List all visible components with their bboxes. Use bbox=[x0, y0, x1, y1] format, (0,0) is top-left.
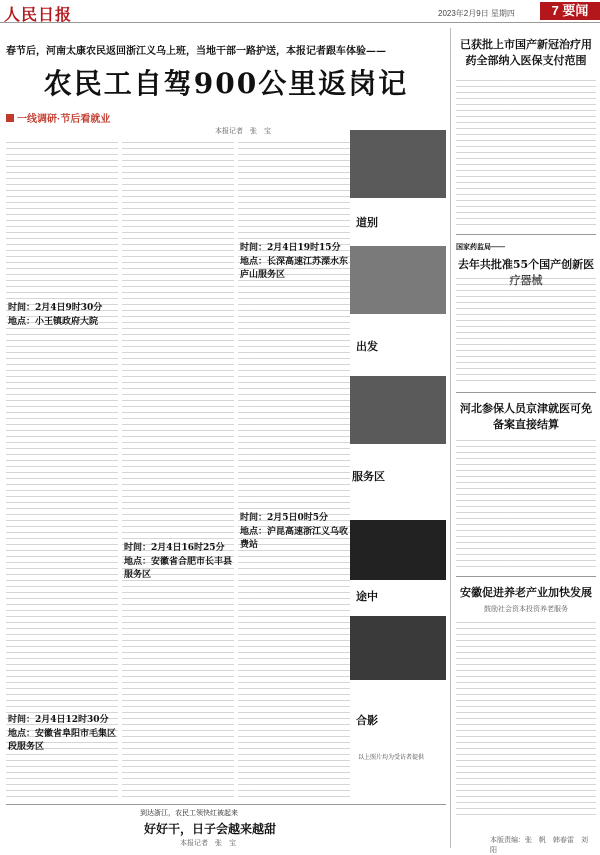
text-column-3 bbox=[238, 140, 350, 800]
bottom-kicker: 到达浙江，农民工领快红被起来 bbox=[140, 810, 238, 817]
photo-departure bbox=[350, 246, 446, 314]
newspaper-logo: 人民日报 bbox=[4, 5, 73, 24]
right-headline-3: 河北参保人员京津就医可免备案直接结算 bbox=[460, 402, 592, 431]
timeline-time-5: 时间：2月5日0时5分 bbox=[240, 513, 329, 523]
right-text-3 bbox=[456, 438, 596, 570]
right-kicker-2: 国家药监局—— bbox=[456, 244, 505, 251]
lead-headline: 农民工自驾900公里返岗记 bbox=[43, 67, 409, 100]
photo-label-departure: 出发 bbox=[356, 340, 378, 353]
rubric-text: 一线调研·节后看就业 bbox=[17, 114, 111, 125]
timeline-place-2: 地点：长深高速江苏溧水东庐山服务区 bbox=[240, 257, 349, 280]
issue-date: 2023年2月9日 星期四 bbox=[438, 9, 515, 18]
photo-label-group: 合影 bbox=[356, 714, 378, 727]
lead-kicker: 春节后，河南太康农民返回浙江义乌上班，当地干部一路护送，本报记者跟车体验—— bbox=[6, 46, 386, 57]
timeline-place-5: 地点：沪昆高速浙江义乌收费站 bbox=[240, 527, 349, 550]
right-divider-2 bbox=[456, 392, 596, 393]
right-headline-1: 已获批上市国产新冠治疗用药全部纳入医保支付范围 bbox=[460, 38, 592, 67]
photo-label-on-the-road: 途中 bbox=[356, 590, 378, 603]
bottom-byline: 本报记者 张 宝 bbox=[180, 840, 236, 847]
right-text-2 bbox=[456, 276, 596, 386]
bottom-headline: 好好干，日子会越来越甜 bbox=[143, 822, 276, 836]
bottom-divider bbox=[6, 804, 446, 805]
right-headline-2: 去年共批准55个国产创新医疗器械 bbox=[457, 258, 595, 287]
text-column-1 bbox=[6, 140, 118, 800]
right-text-4 bbox=[456, 620, 596, 820]
photo-label-service-area: 服务区 bbox=[352, 470, 385, 483]
timeline-time-4: 时间：2月4日16时25分 bbox=[124, 543, 225, 553]
timeline-place-3: 地点：安徽省阜阳市毛集区段服务区 bbox=[8, 729, 117, 752]
right-text-1 bbox=[456, 78, 596, 228]
text-column-2 bbox=[122, 140, 234, 800]
photo-farewell bbox=[350, 130, 446, 198]
column-divider bbox=[450, 28, 451, 848]
section-rubric bbox=[6, 110, 110, 125]
timeline-time-2: 时间：2月4日19时15分 bbox=[240, 243, 341, 253]
right-divider-1 bbox=[456, 234, 596, 235]
lead-byline: 本报记者 张 宝 bbox=[215, 128, 271, 135]
right-subhead-4: 鼓励社会资本投资养老服务 bbox=[484, 606, 568, 613]
rubric-marker-icon bbox=[6, 114, 14, 122]
page-label: 7 要闻 bbox=[540, 2, 600, 20]
photo-on-the-road bbox=[350, 520, 446, 580]
photo-service-area bbox=[350, 376, 446, 444]
timeline-time-3: 时间：2月4日12时30分 bbox=[8, 715, 109, 725]
right-headline-4: 安徽促进养老产业加快发展 bbox=[460, 586, 592, 599]
timeline-place-1: 地点：小王镇政府大院 bbox=[8, 317, 99, 327]
timeline-place-4: 地点：安徽省合肥市长丰县服务区 bbox=[124, 557, 233, 580]
photo-label-farewell: 道别 bbox=[356, 216, 378, 229]
page-editors: 本版责编：张 帆 韩春雷 刘 阳 bbox=[490, 837, 595, 854]
timeline-time-1: 时间：2月4日9时30分 bbox=[8, 303, 103, 313]
right-divider-3 bbox=[456, 576, 596, 577]
photo-credit: 以上照片均为受访者提供 bbox=[358, 754, 425, 761]
photo-group bbox=[350, 616, 446, 680]
